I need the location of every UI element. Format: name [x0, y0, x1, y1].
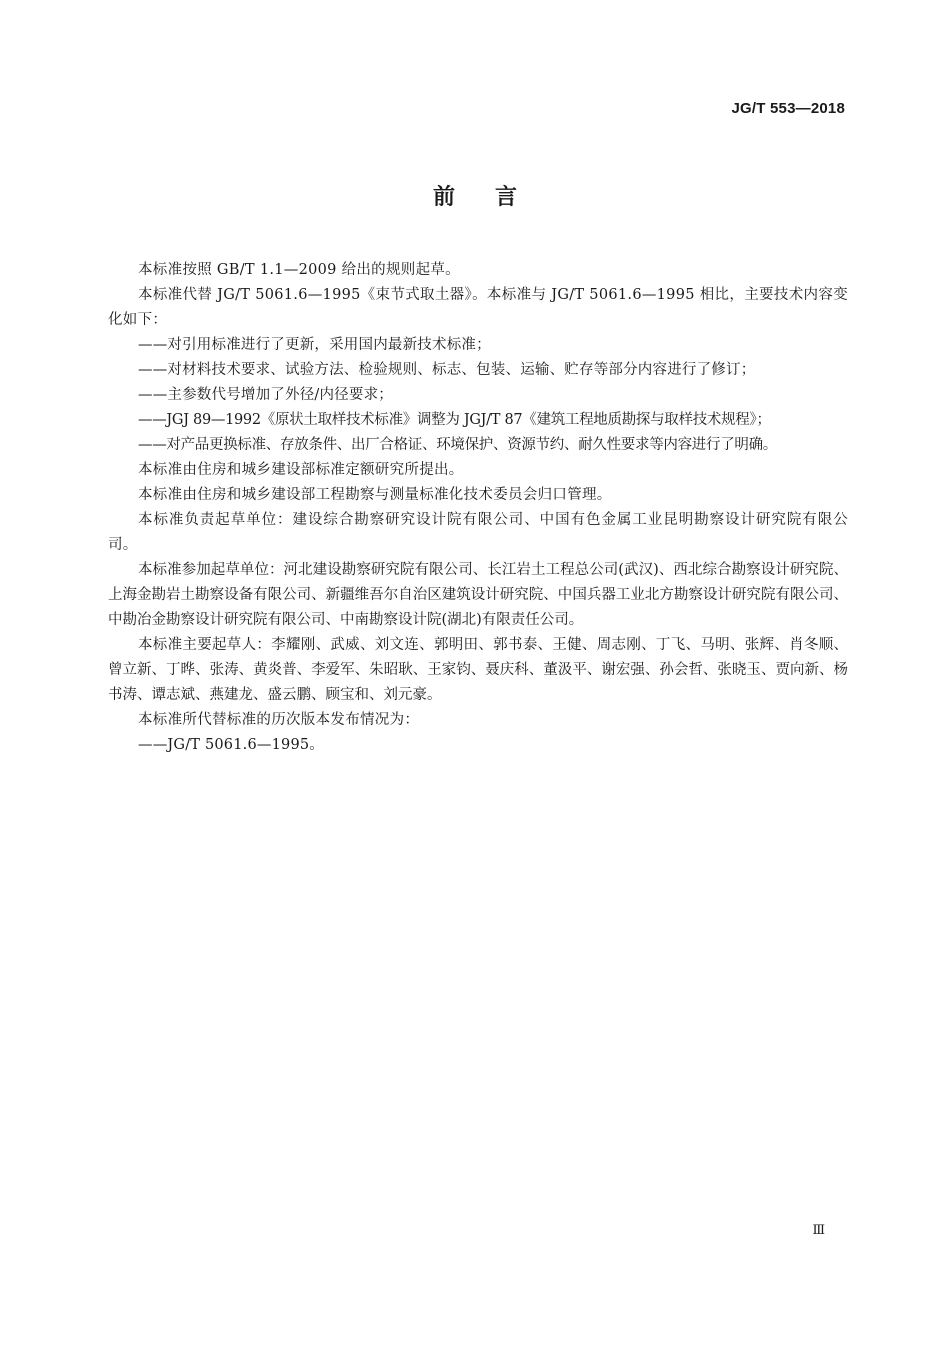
- paragraph-history-intro: 本标准所代替标准的历次版本发布情况为：: [138, 712, 420, 728]
- page-number: Ⅲ: [812, 1223, 825, 1238]
- paragraph-drafting-rules: 本标准按照 GB/T 1.1—2009 给出的规则起草。: [138, 262, 460, 278]
- change-item: ——主参数代号增加了外径/内径要求；: [138, 387, 393, 403]
- page-title: 前言: [432, 185, 557, 210]
- paragraph-replacement: 本标准代替 JG/T 5061.6—1995《束节式取土器》。本标准与 JG/T 5061.6—1995 相比，主要技术内容变化如下：: [108, 287, 848, 328]
- change-item: ——对材料技术要求、试验方法、检验规则、标志、包装、运输、贮存等部分内容进行了修订；: [138, 362, 756, 378]
- change-item: ——JGJ 89—1992《原状土取样技术标准》调整为 JGJ/T 87《建筑工程地质勘探与取样技术规程》；: [138, 412, 771, 428]
- paragraph-participating-units: 本标准参加起草单位：河北建设勘察研究院有限公司、长江岩土工程总公司(武汉)、西北综合勘察设计研究院、上海金勘岩土勘察设备有限公司、新疆维吾尔自治区建筑设计研究院、中国兵器工业北方勘察设计研究院有限公司、中勘冶金勘察设计研究院有限公司、中南勘察设计院(湖北)有限责任公司。: [108, 562, 848, 628]
- history-item: ——JG/T 5061.6—1995。: [138, 737, 324, 753]
- paragraph-management: 本标准由住房和城乡建设部工程勘察与测量标准化技术委员会归口管理。: [138, 487, 612, 503]
- change-item: ——对引用标准进行了更新，采用国内最新技术标准；: [138, 337, 491, 353]
- change-item: ——对产品更换标准、存放条件、出厂合格证、环境保护、资源节约、耐久性要求等内容进行了明确。: [138, 437, 777, 453]
- paragraph-proposer: 本标准由住房和城乡建设部标准定额研究所提出。: [138, 462, 464, 478]
- document-body: [108, 258, 848, 758]
- standard-code: JG/T 553—2018: [731, 100, 845, 117]
- paragraph-drafters: 本标准主要起草人：李耀刚、武威、刘文连、郭明田、郭书泰、王健、周志刚、丁飞、马明、张辉、肖冬顺、曾立新、丁晔、张涛、黄炎普、李爱军、朱昭耿、王家钧、聂庆科、董汲平、谢宏强、孙会哲、张晓玉、贾向新、杨书涛、谭志斌、燕建龙、盛云鹏、顾宝和、刘元豪。: [108, 637, 848, 703]
- paragraph-responsible-units: 本标准负责起草单位：建设综合勘察研究设计院有限公司、中国有色金属工业昆明勘察设计研究院有限公司。: [108, 512, 848, 553]
